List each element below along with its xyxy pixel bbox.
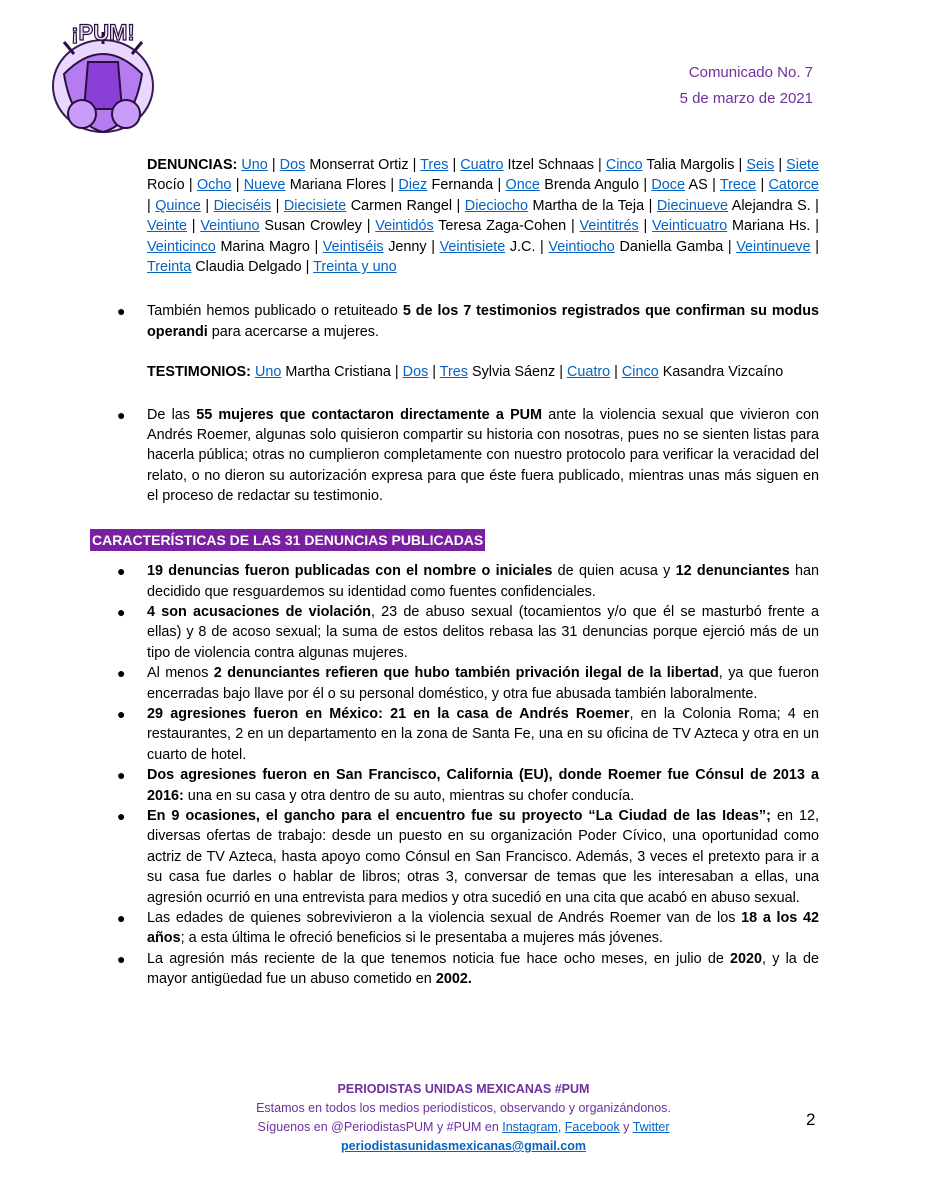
comunicado-date: 5 de marzo de 2021 xyxy=(679,90,813,107)
characteristic-bold: En 9 ocasiones, el gancho para el encuentro fue su proyecto “La Ciudad de las Ideas”; xyxy=(147,807,771,824)
denuncias-link[interactable]: Veintitrés xyxy=(579,218,639,235)
characteristic-bold: 2002. xyxy=(435,971,472,988)
denuncias-name: Daniella Gamba xyxy=(619,238,724,255)
denuncias-name: Talia Margolis xyxy=(646,157,735,173)
denuncias-link[interactable]: Doce xyxy=(651,177,686,194)
denuncias-name: Itzel Schnaas xyxy=(507,157,594,173)
denuncias-link[interactable]: Diecinueve xyxy=(656,197,729,214)
contact-text: De las xyxy=(147,406,197,423)
footer-follow-text: Síguenos en @PeriodistasPUM y #PUM en xyxy=(257,1120,503,1134)
footer xyxy=(0,1080,927,1156)
contact-bold: 55 mujeres que contactaron directamente a PUM xyxy=(196,406,543,423)
denuncias-name: AS xyxy=(688,177,708,194)
characteristic-text: una en su casa y otra dentro de su auto, mientras su chofer conducía. xyxy=(183,787,635,804)
denuncias-name: Marina Magro xyxy=(220,238,310,255)
denuncias-name: Teresa Zaga-Cohen xyxy=(438,218,567,235)
denuncias-link[interactable]: Veintiocho xyxy=(548,238,615,255)
retweet-text-end: para acercarse a mujeres. xyxy=(207,323,379,340)
denuncias-name: J.C. xyxy=(509,238,536,255)
characteristic-bold: Dos agresiones fueron en San Francisco, California (EU), donde Roemer fue Cónsul de 2013 a 2016: xyxy=(147,767,819,804)
denuncias-link[interactable]: Veinte xyxy=(147,218,188,235)
testimonios-list: TESTIMONIOS: Uno Martha Cristiana | Dos | Tres Sylvia Sáenz | Cuatro | Cinco Kasandra Vizcaíno xyxy=(147,364,784,381)
retweet-bullet xyxy=(117,301,819,342)
denuncias-link[interactable]: Veinticinco xyxy=(147,238,216,255)
header-meta xyxy=(513,60,813,112)
characteristic-item xyxy=(117,806,820,908)
denuncias-name: Martha de la Teja xyxy=(532,197,645,214)
characteristic-text: , en la Colonia Roma; 4 en restaurantes, 2 en un departamento en la zona de Santa Fe, una en su oficina de TV Azteca y otra en un cuarto de hotel. xyxy=(147,705,820,763)
testimonios-name: Kasandra Vizcaíno xyxy=(662,364,784,381)
denuncias-link[interactable]: Catorce xyxy=(768,177,819,194)
denuncias-link[interactable]: Quince xyxy=(155,197,201,214)
denuncias-name: Mariana Hs. xyxy=(732,218,811,235)
denuncias-link[interactable]: Dos xyxy=(279,157,306,173)
denuncias-link[interactable]: Veintidós xyxy=(375,218,434,235)
denuncias-link[interactable]: Nueve xyxy=(243,177,286,194)
footer-separator: , xyxy=(557,1120,565,1134)
denuncias-link[interactable]: Treinta y uno xyxy=(313,259,397,276)
retweet-bold: 5 de los 7 testimonios registrados que confirman su modus operandi xyxy=(147,303,819,340)
characteristic-bold: 12 denunciantes xyxy=(675,563,790,580)
denuncias-label: DENUNCIAS: xyxy=(147,157,238,173)
pum-logo xyxy=(44,14,162,144)
characteristic-text: Las edades de quienes sobrevivieron a la violencia sexual de Andrés Roemer van de los xyxy=(147,910,742,926)
denuncias-link[interactable]: Ocho xyxy=(196,177,232,194)
bullet-icon: ● xyxy=(117,807,126,824)
bullet-icon: ● xyxy=(117,950,126,967)
characteristic-item xyxy=(117,704,820,765)
denuncias-link[interactable]: Dieciocho xyxy=(464,197,528,214)
denuncias-link[interactable]: Treinta xyxy=(147,259,192,276)
footer-email[interactable] xyxy=(0,1137,927,1156)
denuncias-link[interactable]: Diez xyxy=(398,177,428,194)
characteristic-text: han decidido que resguardemos su identidad como fuentes confidenciales. xyxy=(147,563,820,600)
footer-tagline: Estamos en todos los medios periodísticos, observando y organizándonos. xyxy=(256,1101,671,1115)
denuncias-name: Claudia Delgado xyxy=(195,259,302,276)
bullet-icon: ● xyxy=(117,603,126,620)
denuncias-link[interactable]: Seis xyxy=(746,157,775,173)
denuncias-link[interactable]: Trece xyxy=(719,177,757,194)
denuncias-link[interactable]: Siete xyxy=(786,157,819,173)
bullet-icon: ● xyxy=(117,563,126,580)
twitter-link[interactable]: Twitter xyxy=(632,1120,670,1134)
characteristic-item xyxy=(117,949,819,990)
comunicado-number: Comunicado No. 7 xyxy=(688,64,813,81)
instagram-link[interactable]: Instagram xyxy=(502,1120,558,1134)
characteristic-text: , ya que fueron encerradas bajo llave por él o su personal doméstico, y otra fue abusada también laboralmente. xyxy=(147,665,819,702)
bullet-icon: ● xyxy=(117,303,126,320)
characteristic-text: de quien acusa y xyxy=(552,563,676,580)
characteristic-bold: 4 son acusaciones de violación xyxy=(147,603,371,620)
page-number: 2 xyxy=(806,1110,816,1129)
characteristic-text: en 12, diversas ofertas de trabajo: desde un puesto en su organización Poder Cívico, una oportunidad como actriz de TV Azteca, hasta apoyo como Cónsul en San Francisco. Además, 3 veces el pretexto para ir a su casa fue darles o hablar de libros; otras 3, conversar de temas que les interesaban a ellas, una agresión ocurrió en una entrevista para medios y otra sucedió en una cita que acabó en abuso sexual. xyxy=(147,807,820,906)
testimonios-name: Sylvia Sáenz xyxy=(472,364,556,381)
denuncias-link[interactable]: Veintiséis xyxy=(322,238,384,255)
characteristic-bold: 18 a los 42 años xyxy=(147,910,819,947)
testimonios-link[interactable]: Dos xyxy=(402,364,429,381)
denuncias-link[interactable]: Tres xyxy=(420,157,449,173)
denuncias-list: DENUNCIAS: Uno | Dos Monserrat Ortiz | Tres | Cuatro Itzel Schnaas | Cinco Talia Margolis | Seis | Siete Rocío | Ocho | Nueve Mariana Flores | Diez Fernanda | Once Brenda Angulo | Doce AS | Trece | Catorce | Quince | Dieciséis | Diecisiete Carmen Rangel | Dieciocho Martha de la Teja | Diecinueve Alejandra S. | Veinte | Veintiuno Susan Crowley | Veintidós Teresa Zaga-Cohen | Veintitrés | Veinticuatro Mariana Hs. | Veinticinco Marina Magro | Veintiséis Jenny | Veintisiete J.C. | Veintiocho Daniella Gamba | Veintinueve | Treinta Claudia Delgado | Treinta y uno xyxy=(147,157,819,276)
characteristic-item xyxy=(117,602,819,663)
denuncias-name: Carmen Rangel xyxy=(350,197,453,214)
denuncias-link[interactable]: Veinticuatro xyxy=(652,218,728,235)
section-title: CARACTERÍSTICAS DE LAS 31 DENUNCIAS PUBLICADAS xyxy=(90,529,485,551)
denuncias-name: Alejandra S. xyxy=(731,197,811,214)
characteristic-text: Al menos xyxy=(147,665,214,682)
denuncias-name: Monserrat Ortiz xyxy=(309,157,409,173)
bullet-icon: ● xyxy=(117,406,126,423)
testimonios-link[interactable]: Cuatro xyxy=(566,364,611,381)
bullet-icon: ● xyxy=(117,705,126,722)
facebook-link[interactable]: Facebook xyxy=(564,1120,620,1134)
testimonios-name: Martha Cristiana xyxy=(285,364,391,381)
footer-separator: y xyxy=(619,1120,633,1134)
characteristic-bold: 2020 xyxy=(730,950,763,967)
bullet-icon: ● xyxy=(117,665,126,682)
svg-text:¡PUM!: ¡PUM! xyxy=(71,20,135,45)
footer-follow xyxy=(0,1118,927,1137)
characteristic-text: , y la de mayor antigüedad fue un abuso cometido en xyxy=(147,950,819,988)
denuncias-link[interactable]: Once xyxy=(505,177,540,194)
bullet-icon: ● xyxy=(117,767,126,784)
characteristic-text: La agresión más reciente de la que tenemos noticia fue hace ocho meses, en julio de xyxy=(147,950,731,967)
bullet-icon: ● xyxy=(117,910,126,926)
testimonios-link[interactable]: Cinco xyxy=(621,364,659,381)
denuncias-link[interactable]: Dieciséis xyxy=(213,197,272,214)
denuncias-link[interactable]: Veintisiete xyxy=(439,238,506,255)
characteristic-bold: 19 denuncias fueron publicadas con el nombre o iniciales xyxy=(147,563,553,580)
denuncias-link[interactable]: Cinco xyxy=(605,157,643,173)
characteristic-item xyxy=(117,908,819,949)
contact-bullet xyxy=(117,405,819,507)
characteristic-item xyxy=(117,561,820,602)
denuncias-name: Brenda Angulo xyxy=(544,177,640,194)
footer-org: PERIODISTAS UNIDAS MEXICANAS #PUM xyxy=(337,1082,590,1096)
denuncias-name: Jenny xyxy=(388,238,427,255)
testimonios-link[interactable]: Tres xyxy=(439,364,468,381)
denuncias-link[interactable]: Veintiuno xyxy=(200,218,260,235)
characteristic-bold: 29 agresiones fueron en México: 21 en la casa de Andrés Roemer xyxy=(147,705,630,722)
denuncias-name: Susan Crowley xyxy=(264,218,362,235)
contact-text-end: ante la violencia sexual que vivieron con Andrés Roemer, algunas solo quisieron compartir su historia con nosotras, pues no se sienten listas para hacerla pública; otras no cumplieron completamente con nuestro protocolo para verificar la veracidad del relato, o no dieron su autorización expresa para que éste fuera publicado, mientras unas más siguen en el proceso de redactar su testimonio. xyxy=(147,406,819,505)
characteristic-bold: 2 denunciantes refieren que hubo también privación ilegal de la libertad xyxy=(213,665,719,682)
denuncias-link[interactable]: Veintinueve xyxy=(736,238,811,255)
denuncias-link[interactable]: Diecisiete xyxy=(283,197,347,214)
document-body xyxy=(0,155,927,990)
denuncias-link[interactable]: Uno xyxy=(241,157,268,173)
testimonios-link[interactable]: Uno xyxy=(254,364,282,381)
denuncias-name: Mariana Flores xyxy=(289,177,387,194)
denuncias-link[interactable]: Cuatro xyxy=(460,157,504,173)
testimonios-label: TESTIMONIOS: xyxy=(147,364,251,381)
retweet-text: También hemos publicado o retuiteado xyxy=(147,303,403,320)
denuncias-name: Rocío xyxy=(147,177,185,194)
email-link[interactable]: periodistasunidasmexicanas@gmail.com xyxy=(341,1139,586,1153)
characteristic-item xyxy=(117,765,819,806)
characteristics-list xyxy=(0,561,927,990)
characteristic-text: , 23 de abuso sexual (tocamientos y/o que él se masturbó frente a ellas) y 8 de acoso sexual; la suma de estos delitos rebasa las 31 denuncias porque ejerció más de un tipo de violencia contra algunas mujeres. xyxy=(147,603,819,661)
characteristic-text: ; a esta última le ofreció beneficios si le presentaba a mujeres más jóvenes. xyxy=(180,930,663,947)
denuncias-name: Fernanda xyxy=(431,177,494,194)
characteristic-item xyxy=(117,663,819,704)
